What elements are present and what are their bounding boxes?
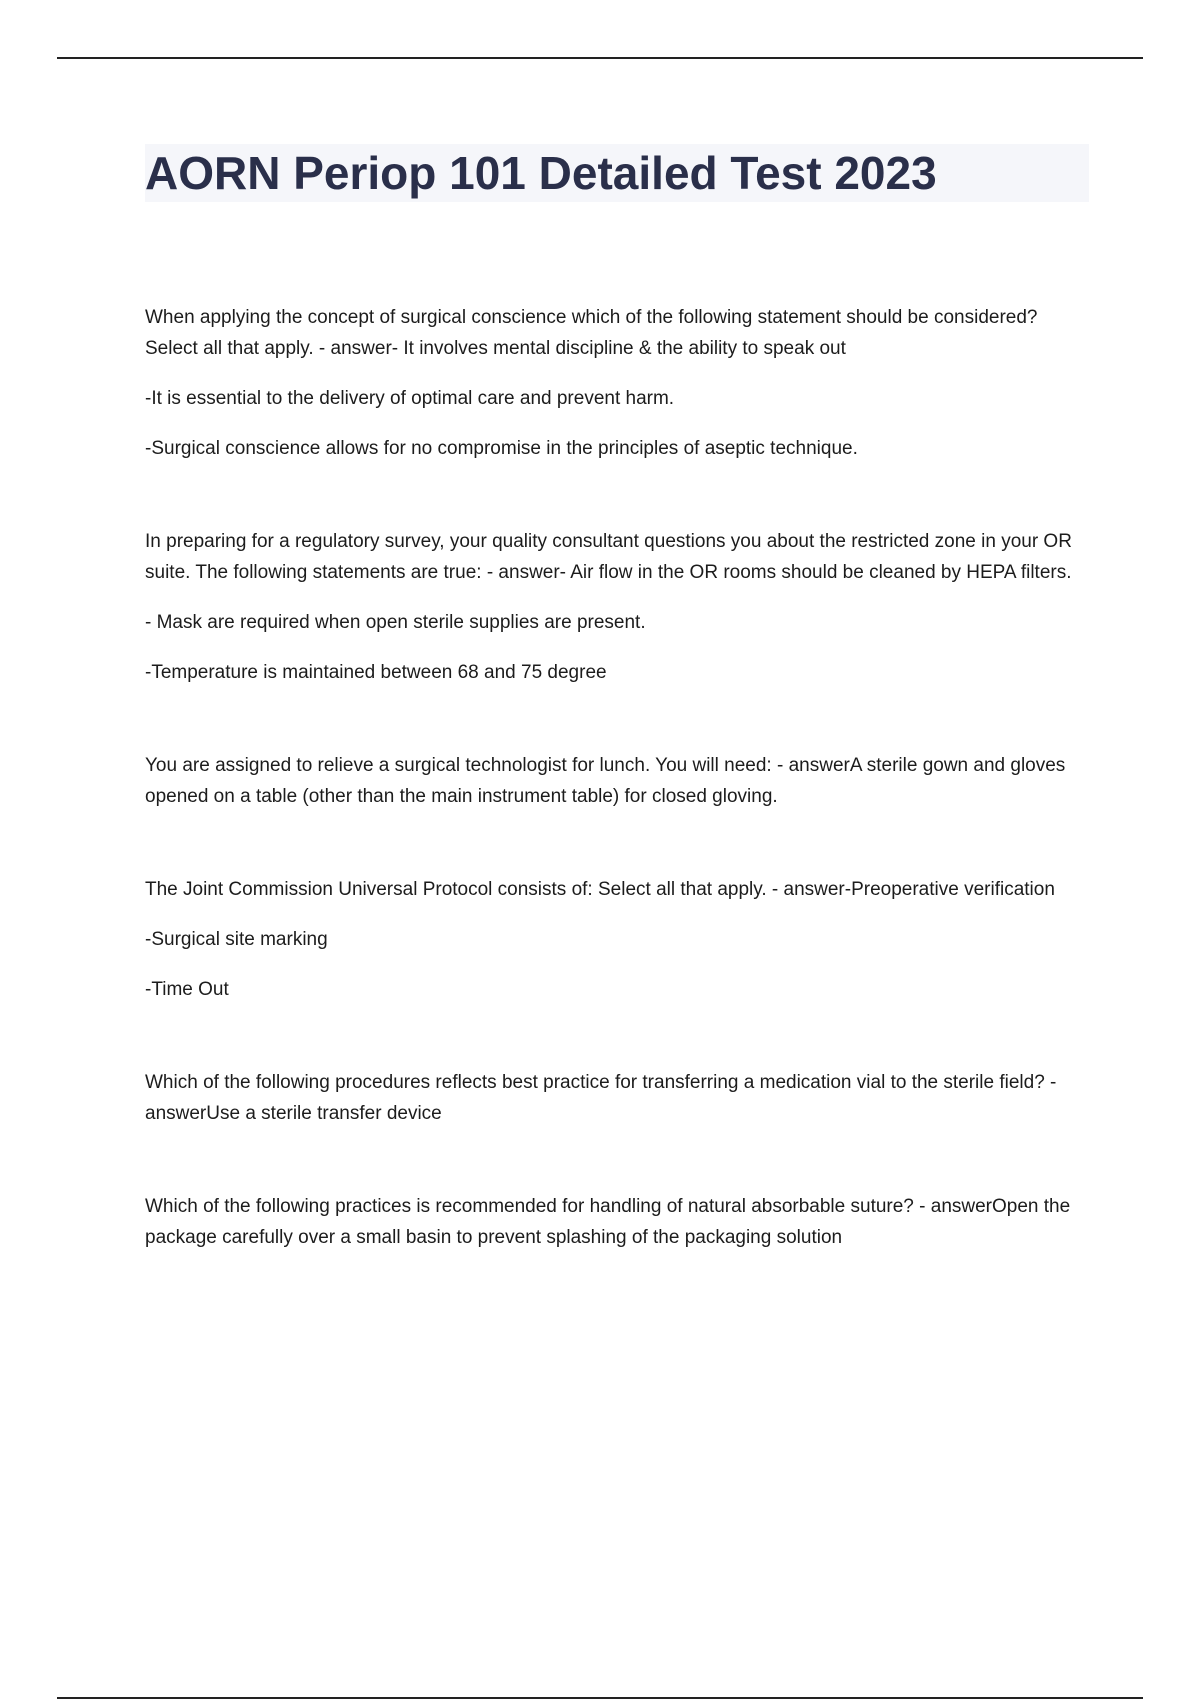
question-block-5 xyxy=(145,1067,1085,1129)
question-1-text: When applying the concept of surgical conscience which of the following statement should be considered? Select all that apply. - answer- It involves mental discipline & the ability to speak out xyxy=(145,307,1038,359)
question-3-text: You are assigned to relieve a surgical technologist for lunch. You will need: - answerA sterile gown and gloves opened on a table (other than the main instrument table) for closed gloving. xyxy=(145,755,1066,807)
question-block-3 xyxy=(145,750,1085,812)
answer-1-line-2: -It is essential to the delivery of optimal care and prevent harm. xyxy=(145,388,675,409)
question-block-2 xyxy=(145,526,1085,688)
document-title: AORN Periop 101 Detailed Test 2023 xyxy=(145,147,937,199)
question-4-text: The Joint Commission Universal Protocol consists of: Select all that apply. - answer-Preoperative verification xyxy=(145,879,1055,900)
question-6-text: Which of the following practices is recommended for handling of natural absorbable suture? - answerOpen the package carefully over a small basin to prevent splashing of the packaging solution xyxy=(145,1196,1071,1248)
answer-2-line-2: - Mask are required when open sterile supplies are present. xyxy=(145,612,646,633)
question-5-text: Which of the following procedures reflects best practice for transferring a medication vial to the sterile field? - answerUse a sterile transfer device xyxy=(145,1072,1057,1124)
answer-2-line-3: -Temperature is maintained between 68 and 75 degree xyxy=(145,662,607,683)
page-bottom-rule xyxy=(57,1697,1143,1699)
question-block-6 xyxy=(145,1191,1085,1253)
question-block-4 xyxy=(145,874,1085,1005)
answer-4-line-3: -Time Out xyxy=(145,979,229,1000)
document-body xyxy=(145,302,1085,1315)
answer-1-line-3: -Surgical conscience allows for no compromise in the principles of aseptic technique. xyxy=(145,438,858,459)
page-top-rule xyxy=(57,57,1143,59)
answer-4-line-2: -Surgical site marking xyxy=(145,929,328,950)
question-2-text: In preparing for a regulatory survey, your quality consultant questions you about the restricted zone in your OR suite. The following statements are true: - answer- Air flow in the OR rooms should be cleaned by HEPA filters. xyxy=(145,531,1072,583)
question-block-1 xyxy=(145,302,1085,464)
